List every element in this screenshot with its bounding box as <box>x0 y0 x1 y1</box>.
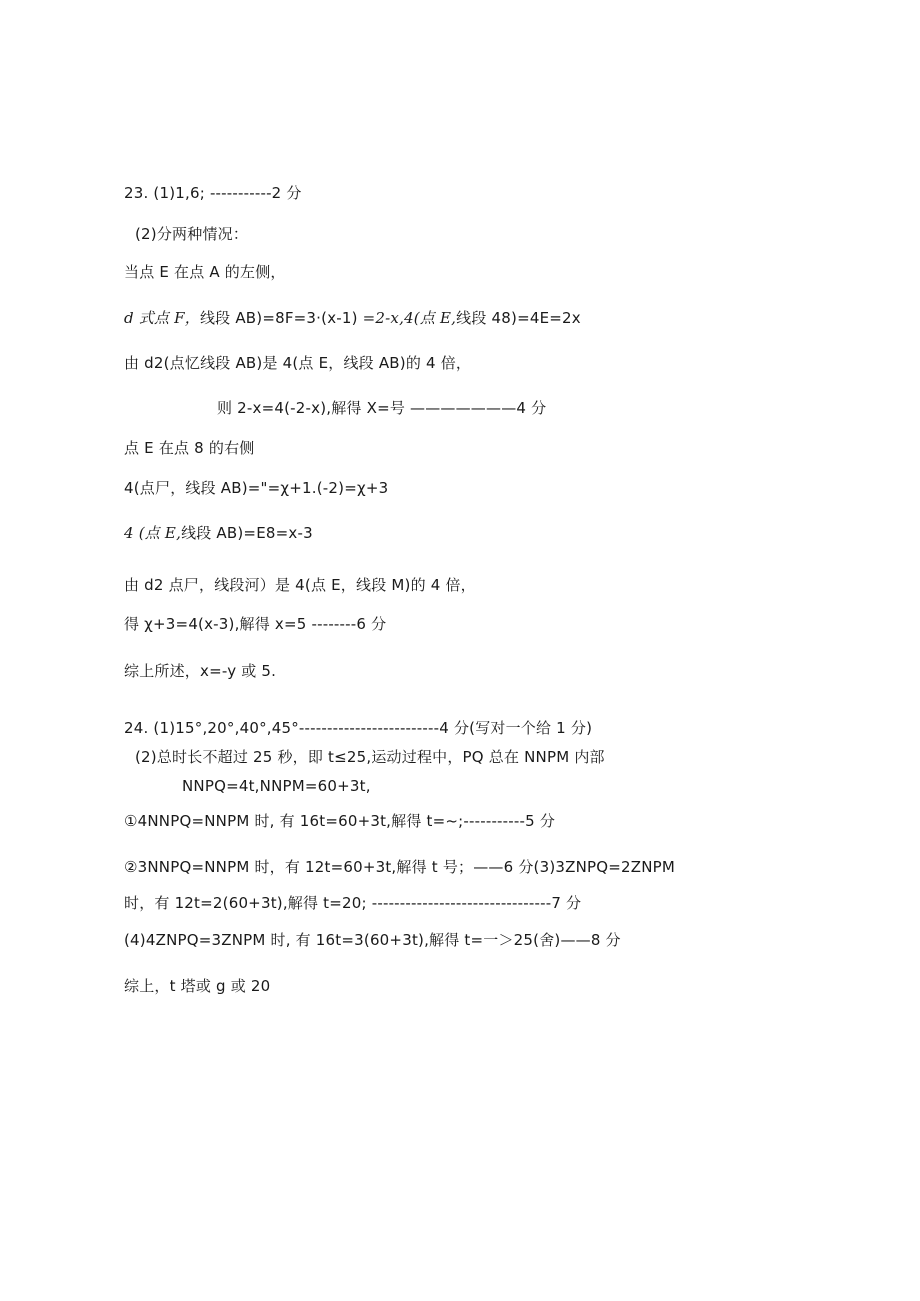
q23-part2-intro: (2)分两种情况： <box>135 225 249 243</box>
q23-case1-solution: 则 2-x=4(-2-x),解得 X=号 ———————4 分 <box>217 399 547 417</box>
q24-case2: ②3NNPQ=NNPM 时，有 12t=60+3t,解得 t 号；——6 分(3)3ZNPQ=2ZNPM <box>124 858 676 876</box>
q23-case2-distance-e-b: 线段 AB)=E8=x-3 <box>181 524 313 542</box>
q23-part1: 23. (1)1,6; -----------2 分 <box>124 184 302 202</box>
q23-case2-solution: 得 χ+3=4(x-3),解得 x=5 --------6 分 <box>124 615 387 633</box>
q23-case2-distance-e-line <box>124 526 313 541</box>
q23-case2-heading: 点 E 在点 8 的右侧 <box>124 439 255 457</box>
q24-angle-expressions: NNPQ=4t,NNPM=60+3t, <box>182 777 371 795</box>
q24-part2-intro: (2)总时长不超过 25 秒，即 t≤25,运动过程中，PQ 总在 NNPM 内部 <box>135 748 605 766</box>
q23-case2-condition: 由 d2 点尸，线段河）是 4(点 E，线段 M)的 4 倍， <box>124 576 476 594</box>
q23-case1-condition: 由 d2(点忆线段 AB)是 4(点 E，线段 AB)的 4 倍， <box>124 354 472 372</box>
q23-case1-distance-a: d 式点 F， <box>124 309 200 327</box>
q23-case2-distance-e-a: 4 (点 E, <box>124 524 182 542</box>
q23-case1-heading: 当点 E 在点 A 的左侧， <box>124 263 286 281</box>
q24-conclusion: 综上，t 塔或 g 或 20 <box>124 977 271 995</box>
q23-case2-distance-f: 4(点尸，线段 AB)="=χ+1.(-2)=χ+3 <box>124 479 389 497</box>
q23-case1-distance-c: =2-x,4(点 E, <box>362 309 457 327</box>
q23-case1-distance-d: 线段 48)=4E=2x <box>456 309 581 327</box>
q23-case1-distance-b: 线段 AB)=8F=3·(x-1) <box>199 309 358 327</box>
q24-case3-continued: 时，有 12t=2(60+3t),解得 t=20; --------------------------------7 分 <box>124 894 582 912</box>
q23-case1-distance-line <box>124 311 581 326</box>
q24-part1: 24. (1)15°,20°,40°,45°-------------------------4 分(写对一个给 1 分) <box>124 719 593 737</box>
q23-conclusion: 综上所述，x=-y 或 5. <box>124 662 277 680</box>
q24-case4: (4)4ZNPQ=3ZNPM 时, 有 16t=3(60+3t),解得 t=一＞25(舍)——8 分 <box>124 931 621 949</box>
q24-case1: ①4NNPQ=NNPM 时, 有 16t=60+3t,解得 t=~;-----------5 分 <box>124 812 556 830</box>
